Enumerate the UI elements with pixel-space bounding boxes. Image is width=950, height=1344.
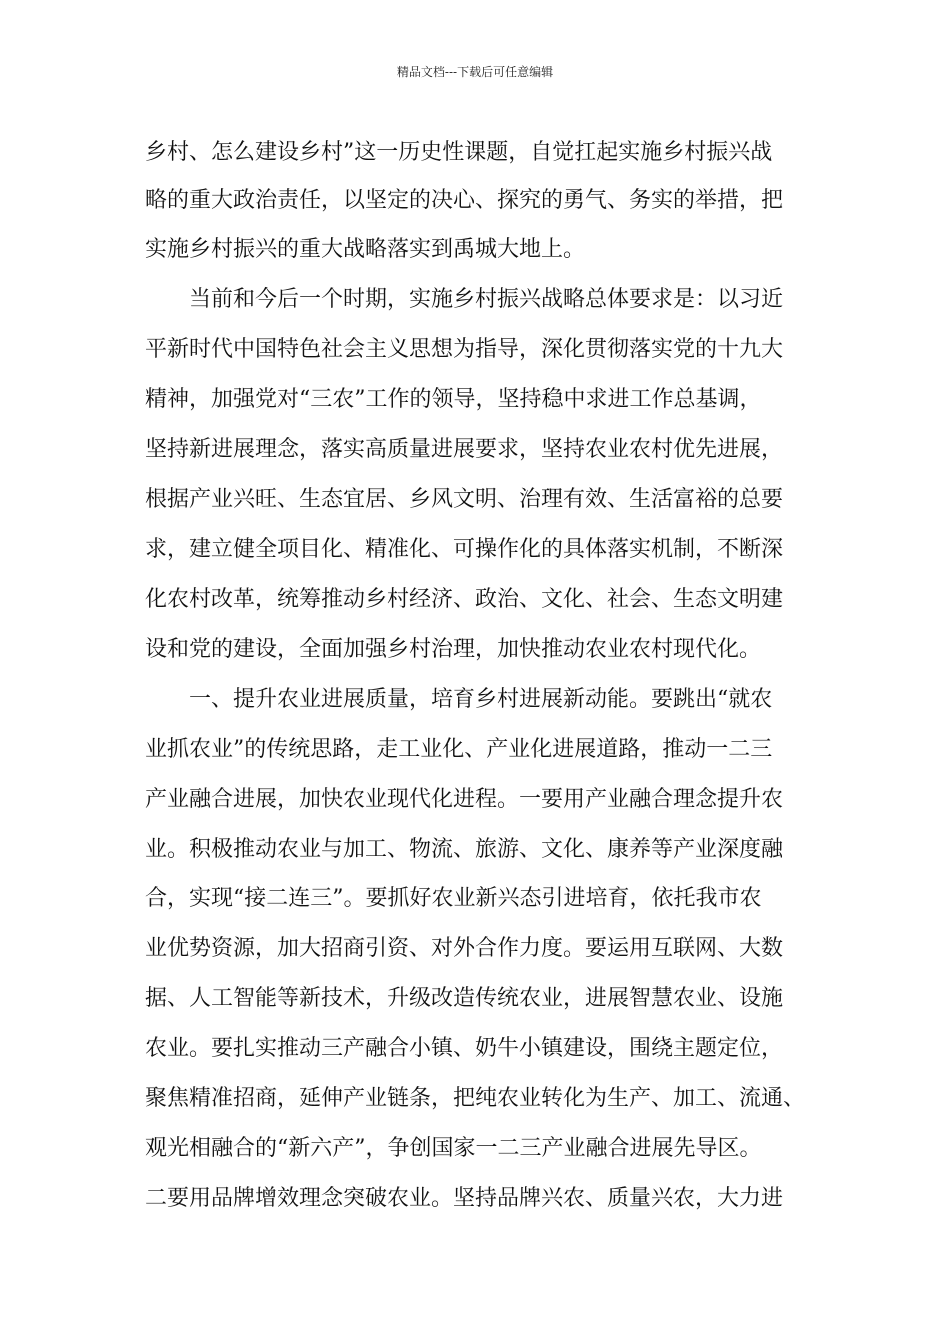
- text-line: 聚焦精准招商，延伸产业链条，把纯农业转化为生产、加工、流通、: [145, 1086, 806, 1111]
- text-line: 业抓农业”的传统思路，走工业化、产业化进展道路，推动一二三: [145, 737, 773, 762]
- text-line: 精神，加强党对“三农”工作的领导，坚持稳中求进工作总基调，: [145, 387, 762, 412]
- text-line: 产业融合进展，加快农业现代化进程。一要用产业融合理念提升农: [145, 787, 784, 812]
- text-line: 坚持新进展理念，落实高质量进展要求，坚持农业农村优先进展，: [145, 437, 784, 462]
- text-line: 据、人工智能等新技术，升级改造传统农业，进展智慧农业、设施: [145, 986, 784, 1011]
- text-line: 根据产业兴旺、生态宜居、乡风文明、治理有效、生活富裕的总要: [145, 487, 784, 512]
- text-line: 化农村改革，统筹推动乡村经济、政治、文化、社会、生态文明建: [145, 587, 784, 612]
- text-line: 合，实现“接二连三”。要抓好农业新兴态引进培育，依托我市农: [145, 886, 762, 911]
- text-line: 业。积极推动农业与加工、物流、旅游、文化、康养等产业深度融: [145, 837, 784, 862]
- text-line: 平新时代中国特色社会主义思想为指导，深化贯彻落实党的十九大: [145, 337, 784, 362]
- text-line: 二要用品牌增效理念突破农业。坚持品牌兴农、质量兴农，大力进: [145, 1186, 784, 1211]
- text-line: 观光相融合的“新六产”，争创国家一二三产业融合进展先导区。: [145, 1136, 762, 1161]
- text-line: 乡村、怎么建设乡村”这一历史性课题，自觉扛起实施乡村振兴战: [145, 140, 773, 165]
- text-line: 略的重大政治责任，以坚定的决心、探究的勇气、务实的举措，把: [145, 188, 784, 213]
- text-line: 业优势资源，加大招商引资、对外合作力度。要运用互联网、大数: [145, 936, 784, 961]
- text-line: 农业。要扎实推动三产融合小镇、奶牛小镇建设，围绕主题定位，: [145, 1036, 784, 1061]
- page-header: 精品文档---下载后可任意编辑: [396, 65, 554, 79]
- paragraph-first-line: 一、提升农业进展质量，培育乡村进展新动能。要跳出“就农: [189, 687, 773, 712]
- text-line: 设和党的建设，全面加强乡村治理，加快推动农业农村现代化。: [145, 637, 762, 662]
- text-line: 求，建立健全项目化、精准化、可操作化的具体落实机制，不断深: [145, 537, 784, 562]
- paragraph-first-line: 当前和今后一个时期，实施乡村振兴战略总体要求是：以习近: [189, 287, 784, 312]
- text-line: 实施乡村振兴的重大战略落实到禹城大地上。: [145, 237, 586, 262]
